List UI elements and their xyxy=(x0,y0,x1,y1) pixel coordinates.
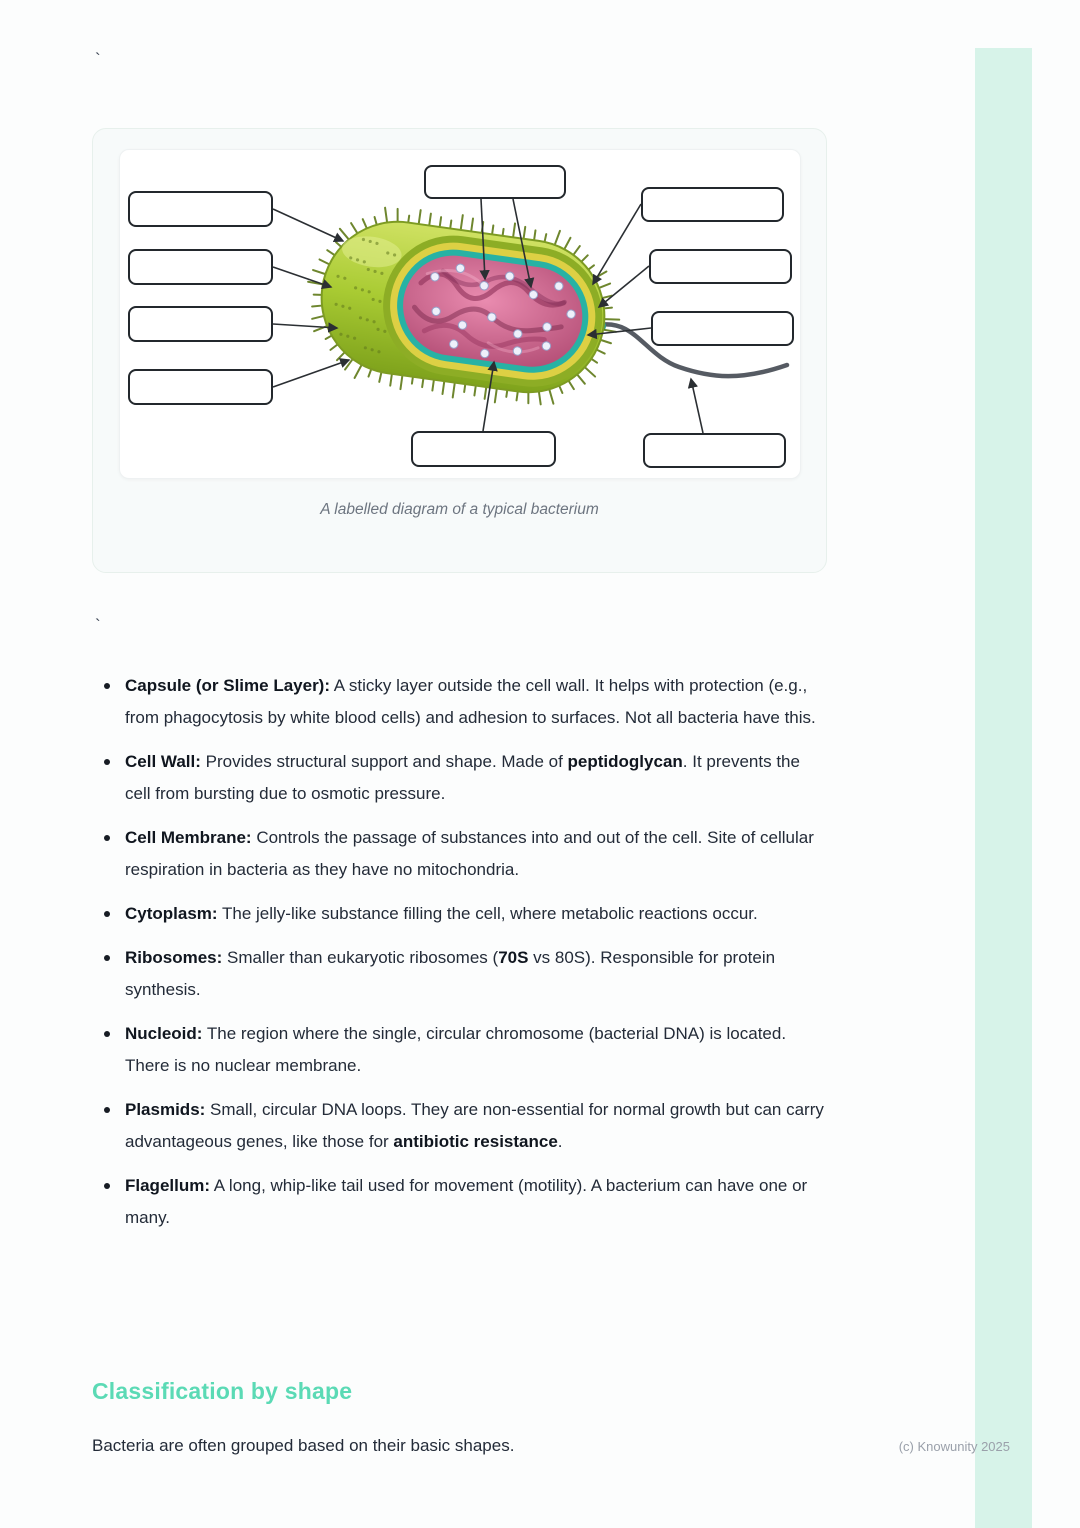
part-description-text: Provides structural support and shape. Made of xyxy=(200,752,568,771)
part-description-text: The region where the single, circular chromosome (bacterial DNA) is located. There is no nuclear membrane. xyxy=(125,1024,787,1075)
bacterium-parts-list xyxy=(92,670,827,1234)
part-term-bold: Cell Membrane: xyxy=(125,828,252,847)
diagram-card xyxy=(92,128,827,573)
bacterium-part-item xyxy=(92,898,827,930)
section-intro-text: Bacteria are often grouped based on their basic shapes. xyxy=(92,1436,515,1455)
part-description-text: A sticky layer outside the cell wall. It helps with protection (e.g., from phagocytosis by white blood cells) and adhesion to surfaces. Not all bacteria have this. xyxy=(125,676,816,727)
part-term-bold: Cell Wall: xyxy=(125,752,201,771)
footer-credit: (c) Knowunity 2025 xyxy=(898,1439,1010,1454)
section-heading-classification-by-shape: Classification by shape xyxy=(92,1378,353,1404)
notes-content xyxy=(92,670,827,1246)
diagram-label-box xyxy=(641,187,784,222)
part-term-bold: 70S xyxy=(498,948,529,967)
diagram-label-box xyxy=(651,311,794,346)
bacterium-part-item xyxy=(92,1094,827,1158)
bacterium-part-item xyxy=(92,942,827,1006)
part-term-bold: Plasmids: xyxy=(125,1100,206,1119)
bacterium-part-item xyxy=(92,746,827,810)
bacterium-part-item xyxy=(92,670,827,734)
part-term-bold: Ribosomes: xyxy=(125,948,223,967)
diagram-label-box xyxy=(643,433,786,468)
part-description-text: Small, circular DNA loops. They are non-essential for normal growth but can carry advantageous genes, like those for xyxy=(125,1100,824,1151)
part-description-text: Controls the passage of substances into and out of the cell. Site of cellular respiration in bacteria as they have no mitochondria. xyxy=(125,828,814,879)
diagram-label-box xyxy=(424,165,566,199)
diagram-label-box xyxy=(649,249,792,284)
part-description-text: Smaller than eukaryotic ribosomes ( xyxy=(222,948,499,967)
part-description-text: A long, whip-like tail used for movement (motility). A bacterium can have one or many. xyxy=(125,1176,808,1227)
diagram-label-box xyxy=(128,306,273,342)
part-term-bold: Capsule (or Slime Layer): xyxy=(125,676,331,695)
part-description-text: . xyxy=(557,1132,563,1151)
diagram-label-box xyxy=(128,249,273,285)
stray-backtick-top: ` xyxy=(95,50,101,69)
part-term-bold: Nucleoid: xyxy=(125,1024,203,1043)
diagram-label-box xyxy=(411,431,556,467)
part-term-bold: Cytoplasm: xyxy=(125,904,218,923)
part-term-bold: antibiotic resistance xyxy=(393,1132,558,1151)
bacterium-part-item xyxy=(92,1170,827,1234)
part-description-text: . It prevents the cell from bursting due to osmotic pressure. xyxy=(125,752,800,803)
part-term-bold: Flagellum: xyxy=(125,1176,211,1195)
part-description-text: The jelly-like substance filling the cell, where metabolic reactions occur. xyxy=(217,904,758,923)
bacterium-part-item xyxy=(92,1018,827,1082)
page-side-accent-strip xyxy=(975,48,1032,1528)
diagram-label-box xyxy=(128,369,273,405)
part-term-bold: peptidoglycan xyxy=(567,752,683,771)
part-description-text: vs 80S). Responsible for protein synthesis. xyxy=(125,948,776,999)
diagram-caption: A labelled diagram of a typical bacterium xyxy=(320,501,599,518)
bacterium-part-item xyxy=(92,822,827,886)
diagram-label-box xyxy=(128,191,273,227)
stray-backtick-mid: ` xyxy=(95,616,101,635)
